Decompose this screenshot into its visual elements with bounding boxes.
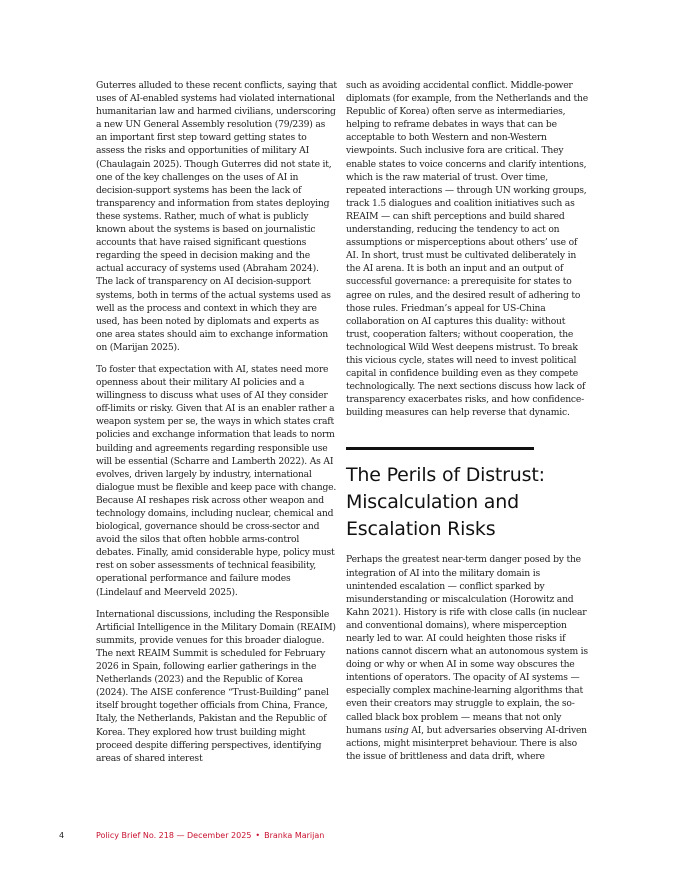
paragraph-text: AI, but adversaries observing AI-driven actions, might misinterpret behaviour. There is also the issue of brittleness and data drift, where — [346, 724, 587, 762]
section-heading: The Perils of Distrust: Miscalculation and Escalation Risks — [346, 464, 545, 541]
publication-title: Policy Brief No. 218 — December 2025 — [96, 831, 252, 840]
footer-citation — [96, 831, 324, 840]
left-column — [96, 79, 337, 765]
right-column — [346, 79, 588, 763]
body-paragraph: International discussions, including the Responsible Artificial Intelligence in the Military Domain (REAIM) summits, provide venues for this broader dialogue. The next REAIM Summit is scheduled for February 2026 in Spain, following earlier gatherings in the Netherlands (2023) and the Republic of Korea (2024). The AISE conference “Trust-Building” panel itself brought together officials from China, France, Italy, the Netherlands, Pakistan and the Republic of Korea. They explored how trust building might proceed despite differing perspectives, identifying areas of shared interest — [96, 608, 336, 764]
body-paragraph: such as avoiding accidental conflict. Middle-power diplomats (for example, from the Netherlands and the Republic of Korea) often serve as intermediaries, helping to reframe debates in ways that can be acceptable to both Western and non-Western viewpoints. Such inclusive fora are critical. They enable states to voice concerns and clarify intentions, which is the raw material of trust. Over time, repeated interactions — through UN working groups, track 1.5 dialogues and coalition initiatives such as REAIM — can shift perceptions and build shared understanding, reducing the tendency to act on assumptions or misperceptions about others’ use of AI. In short, trust must be cultivated deliberately in the AI arena. It is both an input and an output of successful governance: a prerequisite for states to agree on rules, and the desired result of adhering to those rules. Friedman’s appeal for US-China collaboration on AI captures this duality: without trust, cooperation falters; without cooperation, the technological Wild West deepens mistrust. To break this vicious cycle, states will need to invest political capital in confidence building even as they compete technologically. The next sections discuss how lack of transparency exacerbates risks, and how confidence-building measures can help reverse that dynamic. — [346, 80, 588, 419]
section-divider — [346, 447, 534, 450]
bullet-separator: • — [255, 831, 261, 840]
author-name: Branka Marijan — [264, 831, 325, 840]
italic-emphasis: using — [384, 724, 409, 736]
paragraph-text: Perhaps the greatest near-term danger posed by the integration of AI into the military domain is unintended escalation — conflict sparked by misunderstanding or miscalculation (Horowitz and Kahn 2021). History is rife with close calls (in nuclear and conventional domains), where misperception nearly led to war. AI could heighten those risks if nations cannot discern what an autonomous system is doing or why or when AI in some way obscures the intentions of operators. The opacity of AI systems — especially complex machine-learning algorithms that even their creators may struggle to explain, the so-called black box problem — means that not only humans — [346, 554, 588, 736]
body-paragraph — [346, 553, 588, 763]
page-number: 4 — [59, 831, 65, 840]
body-paragraph: Guterres alluded to these recent conflicts, saying that uses of AI-enabled systems had violated international humanitarian law and harmed civilians, underscoring a new UN General Assembly resolution (79/239) as an important first step toward getting states to assess the risks and opportunities of military AI (Chaulagain 2025). Though Guterres did not state it, one of the key challenges on the uses of AI in decision-support systems has been the lack of transparency and information from states deploying these systems. Rather, much of what is publicly known about the systems is based on journalistic accounts that have raised significant questions regarding the speed in decision making and the actual accuracy of systems used (Abraham 2024). The lack of transparency on AI decision-support systems, both in terms of the actual systems used as well as the process and context in which they are used, has been noted by diplomats and experts as one area states should aim to exchange information on (Marijan 2025). — [96, 80, 337, 353]
body-paragraph: To foster that expectation with AI, states need more openness about their military AI policies and a willingness to discuss what uses of AI they consider off-limits or risky. Given that AI is an enabler rather a weapon system per se, the ways in which states craft policies and exchange information that leads to norm building and agreements regarding responsible use will be essential (Scharre and Lamberth 2022). As AI evolves, driven largely by industry, international dialogue must be flexible and keep pace with change. Because AI reshapes risk across other weapon and technology domains, including nuclear, chemical and biological, governance should be cross-sector and avoid the silos that often hobble arms-control debates. Finally, amid considerable hype, policy must rest on sober assessments of technical feasibility, operational performance and failure modes (Lindelauf and Meerveld 2025). — [96, 363, 337, 598]
page-footer — [0, 831, 680, 845]
